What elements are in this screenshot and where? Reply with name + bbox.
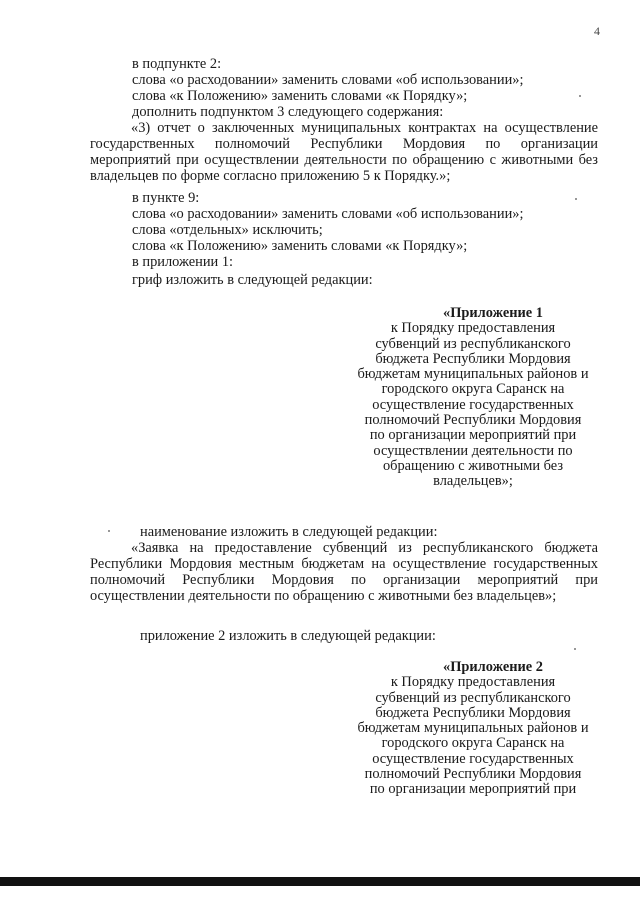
text-line: дополнить подпунктом 3 следующего содержания:	[132, 104, 444, 120]
scan-bottom-edge	[0, 877, 640, 886]
text-line: наименование изложить в следующей редакции:	[140, 524, 438, 540]
text-line: в подпункте 2:	[132, 56, 222, 72]
appendix-line: по организации мероприятий при	[369, 781, 577, 798]
scan-speck	[579, 95, 581, 97]
text-line: слова «к Положению» заменить словами «к Порядку»;	[132, 88, 468, 104]
appendix-line: субвенций из республиканского	[375, 689, 571, 706]
paragraph-application-title	[90, 540, 598, 604]
scan-speck	[575, 198, 577, 200]
appendix-title: «Приложение 2	[443, 659, 543, 675]
appendix-line: полномочий Республики Мордовия	[364, 766, 582, 783]
text-line: приложение 2 изложить в следующей редакции:	[140, 628, 436, 644]
text-line: слова «о расходовании» заменить словами «об использовании»;	[132, 206, 524, 222]
appendix-2-heading	[345, 660, 601, 798]
scan-speck	[108, 530, 110, 532]
text-line: слова «о расходовании» заменить словами «об использовании»;	[132, 72, 524, 88]
appendix-line: городского округа Саранск на	[381, 735, 565, 752]
appendix-1-heading	[345, 306, 601, 490]
text-line: в приложении 1:	[132, 254, 234, 270]
appendix-line: к Порядку предоставления	[390, 320, 556, 337]
appendix-line: по организации мероприятий при	[369, 427, 577, 444]
paragraph-text: «Заявка на предоставление субвенций из республиканского бюджета Республики Мордовия местным бюджетам на осуществление государственных полномочий Республики Мордовия по организации мероприятий при осуществлении деятельности по обращению с животными без владельцев»;	[90, 540, 598, 604]
page-number: 4	[594, 24, 600, 38]
appendix-line: субвенций из республиканского	[375, 335, 571, 352]
text-line: слова «к Положению» заменить словами «к Порядку»;	[132, 238, 468, 254]
appendix-title: «Приложение 1	[443, 305, 543, 321]
appendix-line: к Порядку предоставления	[390, 674, 556, 691]
paragraph-subclause-3	[90, 120, 598, 184]
appendix-line: владельцев»;	[433, 473, 513, 490]
appendix-line: осуществление государственных	[372, 396, 574, 413]
appendix-line: бюджета Республики Мордовия	[375, 350, 571, 367]
appendix-line: бюджетам муниципальных районов и	[357, 366, 589, 383]
text-line: в пункте 9:	[132, 190, 200, 206]
appendix-line: полномочий Республики Мордовия	[364, 412, 582, 429]
appendix-line: городского округа Саранск на	[381, 381, 565, 398]
appendix-line: бюджетам муниципальных районов и	[357, 720, 589, 737]
appendix-line: обращению с животными без	[382, 457, 564, 474]
text-line: гриф изложить в следующей редакции:	[132, 272, 373, 288]
appendix-line: осуществление государственных	[372, 750, 574, 767]
paragraph-text: «3) отчет о заключенных муниципальных контрактах на осуществление государственных полномочий Республики Мордовия по организации мероприятий при осуществлении деятельности по обращению с животными без владельцев по форме согласно приложению 5 к Порядку.»;	[90, 120, 598, 184]
text-line: слова «отдельных» исключить;	[132, 222, 323, 238]
scan-speck	[574, 648, 576, 650]
appendix-line: бюджета Республики Мордовия	[375, 704, 571, 721]
appendix-line: осуществлении деятельности по	[373, 442, 573, 459]
